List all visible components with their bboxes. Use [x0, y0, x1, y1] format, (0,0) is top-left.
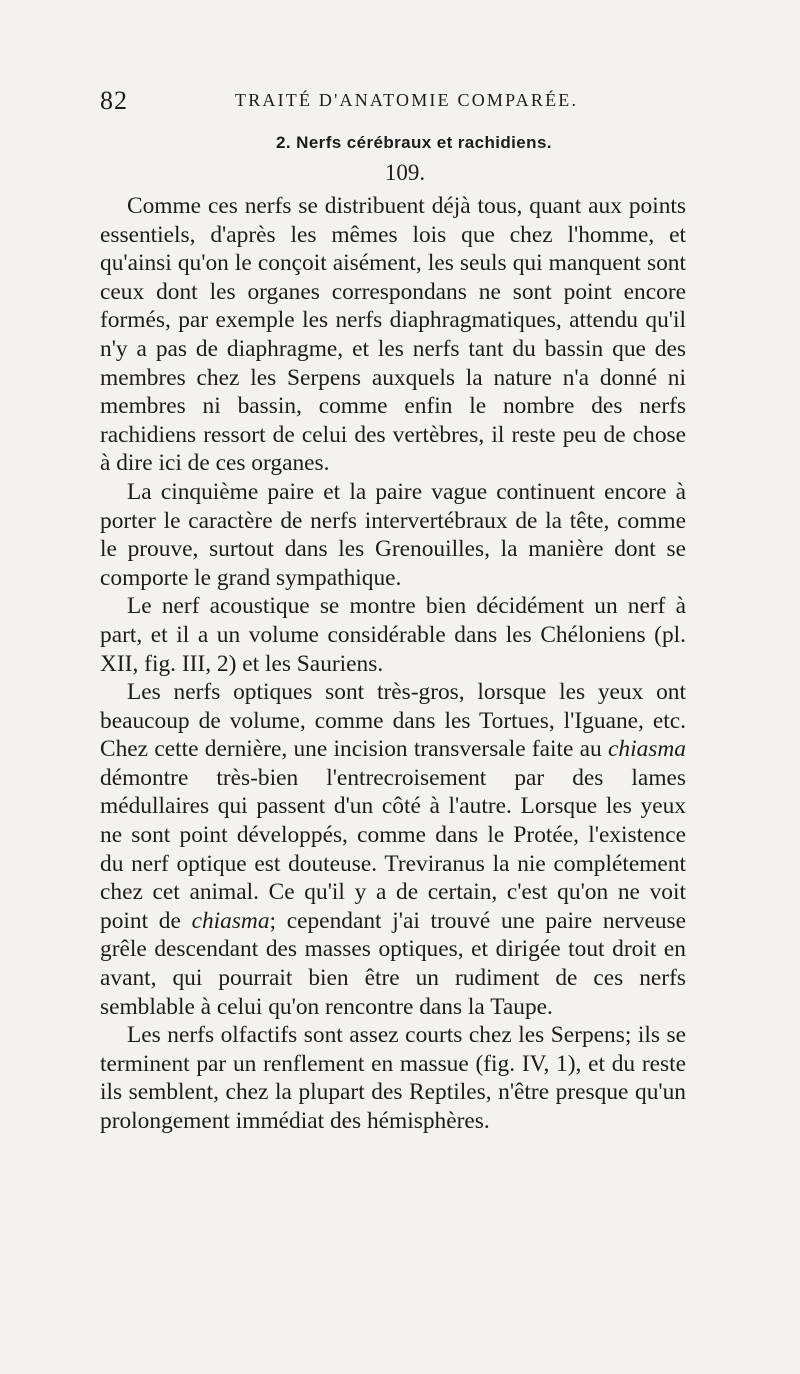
paragraph: Le nerf acoustique se montre bien décidément un nerf à part, et il a un volume considérable dans les Chéloniens (pl. XII, fig. III, 2) et les Sauriens. [100, 593, 686, 677]
paragraph: Comme ces nerfs se distribuent déjà tous, quant aux points essentiels, d'après les mêmes lois que chez l'homme, et qu'ainsi qu'on le conçoit aisément, les seuls qui manquent sont ceux dont les organes correspondans ne sont point encore formés, par exemple les nerfs diaphragmatiques, attendu qu'il n'y a pas de diaphragme, et les nerfs tant du bassin que des membres chez les Serpens auxquels la nature n'a donné ni membres ni bassin, comme enfin le nombre des nerfs rachidiens ressort de celui des vertèbres, il reste peu de chose à dire ici de ces organes. [100, 193, 686, 477]
paragraph [100, 678, 686, 1021]
section-title: 2. Nerfs cérébraux et rachidiens. [276, 133, 552, 152]
page-number: 82 [100, 86, 128, 115]
paragraph: Les nerfs olfactifs sont assez courts chez les Serpens; ils se terminent par un renflement en massue (fig. IV, 1), et du reste ils semblent, chez la plupart des Reptiles, n'être presque qu'un prolongement immédiat des hémisphères. [100, 1022, 686, 1134]
italic-term: chiasma [191, 907, 270, 934]
paragraph-text: ; cependant j'ai trouvé une paire nerveuse grêle descendant des masses optiques, et dirigée tout droit en avant, qui pourrait bien être un rudiment de ces nerfs semblable à celui qu'on rencontre dans la Taupe. [100, 907, 687, 1020]
running-title: TRAITÉ D'ANATOMIE COMPARÉE. [235, 90, 579, 110]
body-text [100, 192, 686, 1136]
section-number: 109. [384, 160, 426, 185]
paragraph-text: démontre très-bien l'entrecroisement par des lames médullaires qui passent d'un côté à l'autre. Lorsque les yeux ne sont point développés, comme dans le Protée, l'existence du nerf optique est douteuse. Treviranus la nie complétement chez cet animal. Ce qu'il y a de certain, c'est qu'on ne voit point de [100, 764, 686, 934]
running-head [100, 86, 660, 116]
italic-term: chiasma [608, 736, 686, 763]
paragraph: La cinquième paire et la paire vague continuent encore à porter le caractère de nerfs intervertébraux de la tête, comme le prouve, surtout dans les Grenouilles, la manière dont se comporte le grand sympathique. [100, 478, 686, 591]
paragraph-text: Les nerfs optiques sont très-gros, lorsque les yeux ont beaucoup de volume, comme dans les Tortues, l'Iguane, etc. Chez cette dernière, une incision transversale faite au [100, 679, 686, 763]
